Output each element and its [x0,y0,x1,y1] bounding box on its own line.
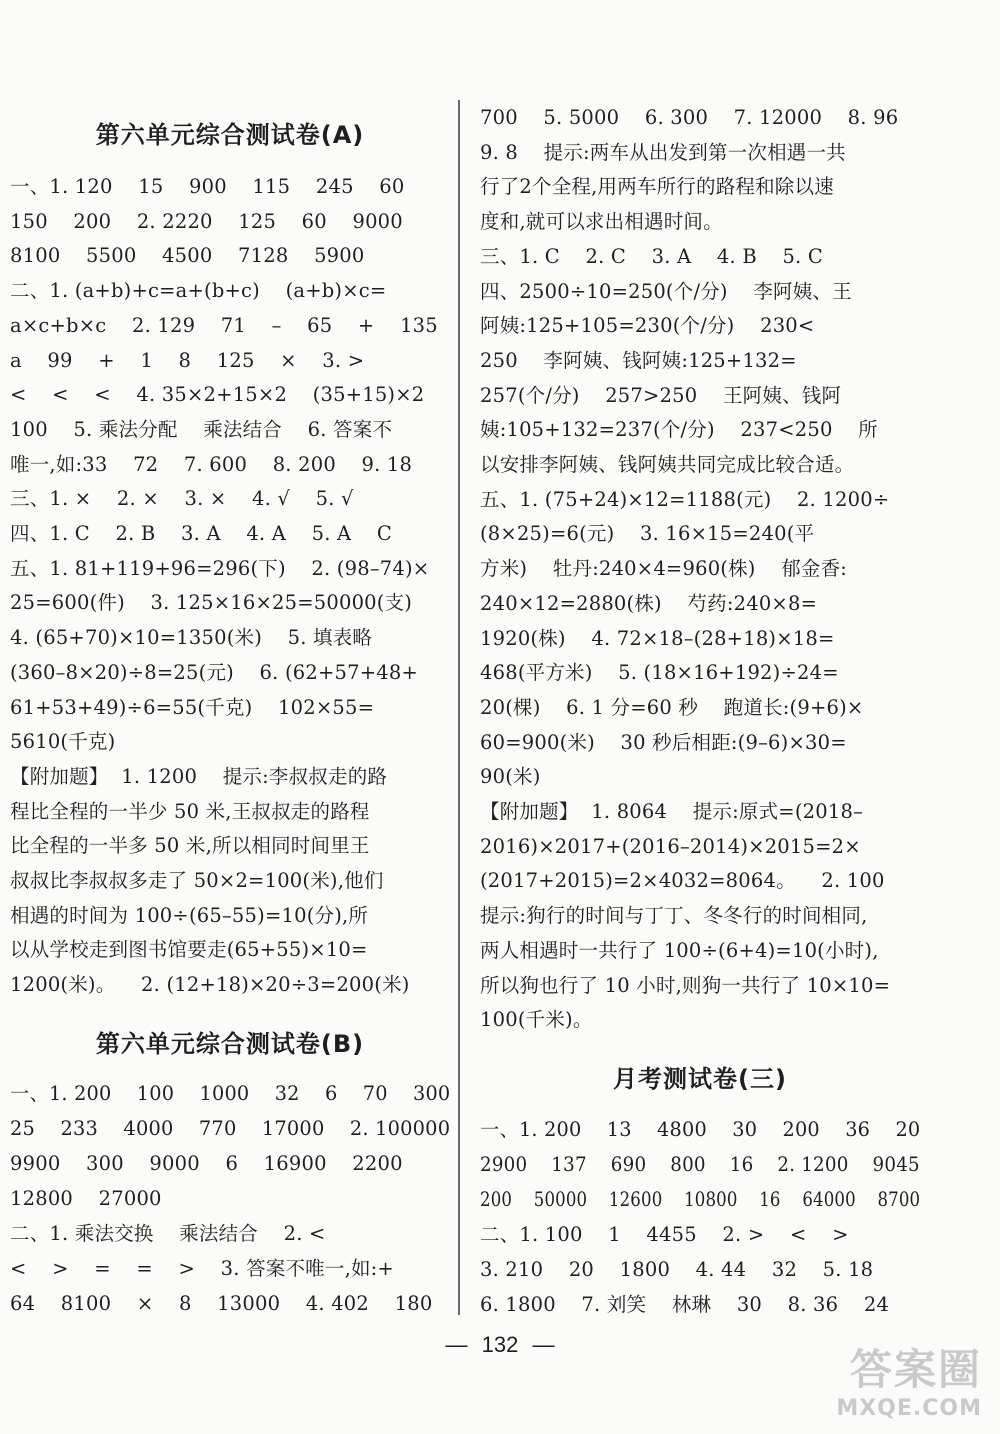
answer-line: < < < 4. 35×2+15×2 (35+15)×2 [10,383,425,407]
answer-line: 25 233 4000 770 17000 2. 100000 [10,1117,451,1140]
answer-line: 二、1. 100 1 4455 2. > < > [480,1223,849,1246]
column-divider [458,100,460,1315]
answer-line: 2016)×2017+(2016–2014)×2015=2× [480,834,861,858]
answer-line: 五、1. 81+119+96=296(下) 2. (98–74)× [10,556,430,580]
answer-line: 二、1. (a+b)+c=a+(b+c) (a+b)×c= [10,279,387,303]
answer-line: 一、1. 200 13 4800 30 200 36 20 [480,1118,921,1141]
answer-line: 100(千米)。 [480,1008,593,1032]
answer-line: 程比全程的一半少 50 米,王叔叔走的路程 [10,799,370,823]
section-title-a: 第六单元综合测试卷(A) [95,121,365,149]
answer-line: 100 5. 乘法分配 乘法结合 6. 答案不 [10,417,393,441]
answer-line: 【附加题】 1. 8064 提示:原式=(2018– [480,800,864,823]
answer-line: 1200(米)。 2. (12+18)×20÷3=200(米) [10,973,410,997]
section-title-c: 月考测试卷(三) [613,1065,787,1093]
answer-line: 64 8100 × 8 13000 4. 402 180 [10,1292,433,1315]
answer-line: 60=900(米) 30 秒后相距:(9–6)×30= [480,730,847,754]
section-title-b: 第六单元综合测试卷(B) [95,1030,365,1058]
answer-line: 所以狗也行了 10 小时,则狗一共行了 10×10= [480,973,891,997]
answer-line: 【附加题】 1. 1200 提示:李叔叔走的路 [10,764,388,788]
answer-line: 四、2500÷10=250(个/分) 李阿姨、王 [480,279,852,303]
answer-line: 二、1. 乘法交换 乘法结合 2. < [10,1222,326,1245]
answer-line: 三、1. × 2. × 3. × 4. √ 5. √ [10,487,354,511]
answer-line: 8100 5500 4500 7128 5900 [10,244,365,268]
answer-line: < > = = > 3. 答案不唯一,如:+ [10,1257,394,1280]
answer-line: (8×25)=6(元) 3. 16×15=240(平 [480,522,815,546]
page-number-dash-right: — [532,1332,555,1357]
answer-line: 相遇的时间为 100÷(65–55)=10(分),所 [10,903,369,927]
answer-line: 2900 137 690 800 16 2. 1200 9045 [480,1153,920,1176]
answer-line: (2017+2015)=2×4032=8064。 2. 100 [480,869,885,893]
answer-line: 25=600(件) 3. 125×16×25=50000(支) [10,591,413,615]
answer-line: a×c+b×c 2. 129 71 – 65 + 135 [10,313,438,337]
answer-line: 4. (65+70)×10=1350(米) 5. 填表略 [10,626,373,650]
answer-line: 度和,就可以求出相遇时间。 [480,210,723,234]
answer-line: 700 5. 5000 6. 300 7. 12000 8. 96 [480,106,899,129]
answer-line: 五、1. (75+24)×12=1188(元) 2. 1200÷ [480,487,890,511]
answer-line: 以从学校走到图书馆要走(65+55)×10= [10,938,368,962]
answer-line: 一、1. 200 100 1000 32 6 70 300 [10,1082,451,1105]
answer-line: 61+53+49)÷6=55(千克) 102×55= [10,695,375,719]
answer-line: 四、1. C 2. B 3. A 4. A 5. A C [10,522,393,545]
answer-line: 9. 8 提示:两车从出发到第一次相遇一共 [480,140,846,164]
answer-line: 比全程的一半多 50 米,所以相同时间里王 [10,834,370,858]
answer-line: 叔叔比李叔叔多走了 50×2=100(米),他们 [10,869,384,892]
answer-line: (360–8×20)÷8=25(元) 6. (62+57+48+ [10,660,419,684]
answer-line: 三、1. C 2. C 3. A 4. B 5. C [480,244,823,268]
page-number-dash-left: — [445,1332,468,1357]
answer-line: 5610(千克) [10,730,116,754]
answer-line: a 99 + 1 8 125 × 3. > [10,348,365,372]
watermark-site: MXQE.COM [836,1396,982,1421]
watermark-logo [807,1346,982,1426]
answer-line: 468(平方米) 5. (18×16+192)÷24= [480,661,839,685]
answer-line: 行了2个全程,用两车所行的路程和除以速 [480,175,834,199]
answer-line: 两人相遇时一共行了 100÷(6+4)=10(小时), [480,938,879,962]
answer-line: 150 200 2. 2220 125 60 9000 [10,209,403,233]
page-number-value: 132 [481,1332,519,1357]
answer-line: 以安排李阿姨、钱阿姨共同完成比较合适。 [480,453,855,476]
answer-line: 一、1. 120 15 900 115 245 60 [10,175,405,198]
answer-line: 20(棵) 6. 1 分=60 秒 跑道长:(9+6)× [480,695,864,719]
answer-line: 方米) 牡丹:240×4=960(株) 郁金香: [480,557,848,581]
answer-line: 姨:105+132=237(个/分) 237<250 所 [480,418,878,442]
answer-line: 3. 210 20 1800 4. 44 32 5. 18 [480,1258,874,1281]
answer-line: 240×12=2880(株) 芍药:240×8= [480,591,818,615]
answer-line: 257(个/分) 257>250 王阿姨、钱阿 [480,383,842,407]
answer-line: 12800 27000 [10,1187,162,1210]
answer-line: 250 李阿姨、钱阿姨:125+132= [480,348,797,372]
answer-line: 阿姨:125+105=230(个/分) 230< [480,314,815,338]
answer-line: 200 50000 12600 10800 16 64000 8700 [480,1188,921,1211]
answer-line: 6. 1800 7. 刘笑 林琳 30 8. 36 24 [480,1293,890,1316]
answer-line: 唯一,如:33 72 7. 600 8. 200 9. 18 [10,452,413,476]
watermark-title: 答案圈 [849,1345,982,1394]
answer-line: 90(米) [480,765,541,789]
answer-line: 提示:狗行的时间与丁丁、冬冬行的时间相同, [480,904,868,928]
answer-line: 1920(株) 4. 72×18–(28+18)×18= [480,626,835,650]
answer-line: 9900 300 9000 6 16900 2200 [10,1152,403,1175]
